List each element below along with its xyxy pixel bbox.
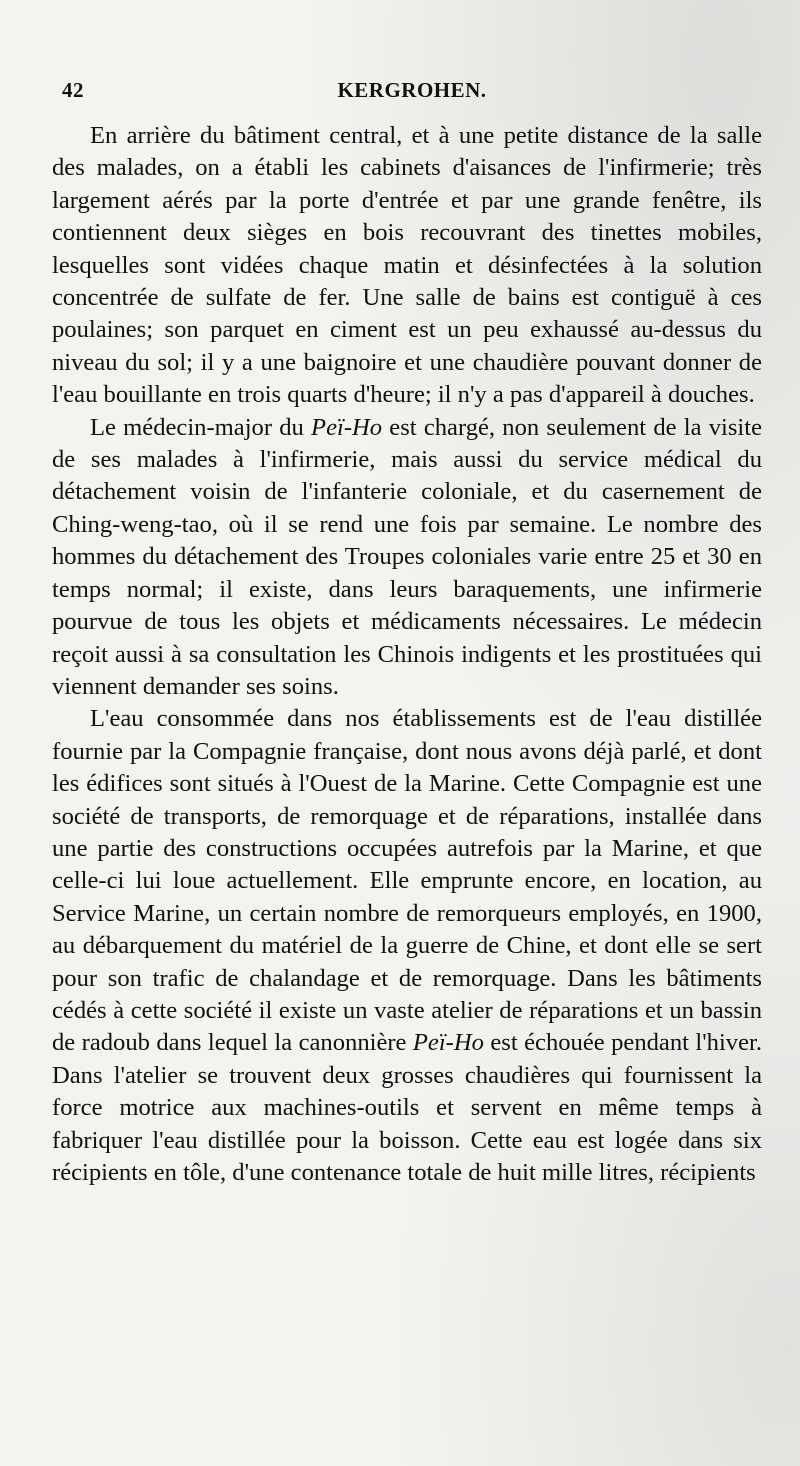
page-number: 42 — [62, 78, 84, 102]
page-header — [62, 78, 762, 108]
running-head: KERGROHEN. — [337, 78, 487, 102]
paragraph-text: est échouée pendant l'hiver. Dans l'atelier se trouvent deux grosses chaudières qui fournissent la force motrice aux machines-outils et servent en même temps à fabriquer l'eau distillée pour la boisson. Cette eau est logée dans six récipients en tôle, d'une contenance totale de huit mille litres, récipients — [52, 1029, 762, 1186]
paragraph-medical-service — [52, 412, 762, 704]
ship-name: Peï-Ho — [311, 413, 383, 441]
paragraph-water-supply — [52, 703, 762, 1189]
paragraph-text: En arrière du bâtiment central, et à une petite distance de la salle des malades, on a établi les cabinets d'aisances de l'infirmerie; très largement aérés par la porte d'entrée et par une grande fenêtre, ils contiennent deux sièges en bois recouvrant des tinettes mobiles, lesquelles sont vidées chaque matin et désinfectées à la solution concentrée de sulfate de fer. Une salle de bains est contiguë à ces poulaines; son parquet en ciment est un peu exhaussé au-dessus du niveau du sol; il y a une baignoire et une chaudière pouvant donner de l'eau bouillante en trois quarts d'heure; il n'y a pas d'appareil à douches. — [52, 122, 762, 409]
paragraph-text: L'eau consommée dans nos établissements est de l'eau distillée fournie par la Compagnie française, dont nous avons déjà parlé, et dont les édifices sont situés à l'Ouest de la Marine. Cette Compagnie est une société de transports, de remorquage et de réparations, installée dans une partie des constructions occupées autrefois par la Marine, et que celle-ci lui loue actuellement. Elle emprunte encore, en location, au Service Marine, un certain nombre de remorqueurs employés, en 1900, au débarquement du matériel de la guerre de Chine, et dont elle se sert pour son trafic de chalandage et de remorquage. Dans les bâtiments cédés à cette société il existe un vaste atelier de réparations et un bassin de radoub dans lequel la canonnière — [52, 705, 762, 1057]
paragraph-latrines — [52, 120, 762, 412]
paragraph-text: est chargé, non seulement de la visite de ses malades à l'infirmerie, mais aussi du service médical du détachement voisin de l'infanterie coloniale, et du casernement de Ching-weng-tao, où il se rend une fois par semaine. Le nombre des hommes du détachement des Troupes coloniales varie entre 25 et 30 en temps normal; il existe, dans leurs baraquements, une infirmerie pourvue de tous les objets et médicaments nécessaires. Le médecin reçoit aussi à sa consultation les Chinois indigents et les prostituées qui viennent demander ses soins. — [52, 413, 762, 700]
paragraph-text: Le médecin-major du — [90, 413, 312, 441]
ship-name: Peï-Ho — [412, 1029, 484, 1057]
body-text — [52, 120, 762, 1189]
